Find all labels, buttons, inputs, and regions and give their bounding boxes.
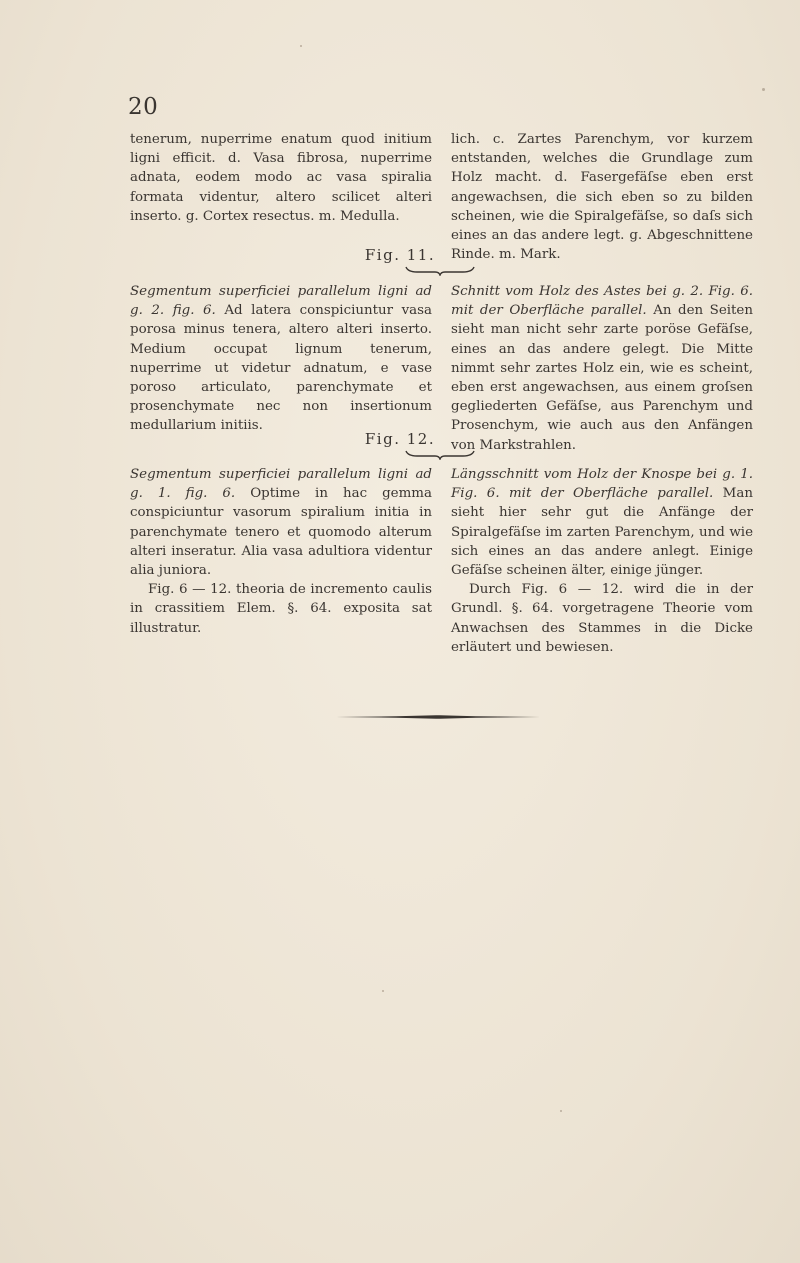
paper-speck bbox=[762, 88, 765, 91]
fig11-german-caption: Schnitt vom Holz des Astes bei g. 2. Fig. 6. mit der Oberfläche parallel. bbox=[451, 284, 753, 319]
fig11-latin-caption: Segmentum superficiei parallelum ligni ad g. 2. fig. 6. bbox=[130, 284, 432, 319]
page-number: 20 bbox=[128, 94, 159, 120]
fig11-label: Fig. bbox=[364, 246, 401, 264]
intro-latin-text: tenerum, nuperrime enatum quod initium ligni efficit. d. Vasa fibrosa, nuperrime adnata, eodem modo ac vasa spiralia formata videntur, altero scilicet alteri inserto. g. Cortex resectus. m. Medulla. bbox=[130, 132, 432, 224]
fig11-heading bbox=[350, 246, 450, 264]
fig12-latin-block bbox=[130, 465, 432, 638]
fig12-heading bbox=[350, 430, 450, 448]
fig12-label: Fig. bbox=[364, 430, 401, 448]
fig11-brace-ornament bbox=[405, 266, 475, 276]
fig12-brace-ornament bbox=[405, 450, 475, 460]
fig12-latin-closing: Fig. 6 — 12. theoria de incremento caulis in crassitiem Elem. §. 64. exposita sat illustratur. bbox=[130, 582, 432, 636]
fig12-german-closing: Durch Fig. 6 — 12. wird die in der Grundl. §. 64. vorgetragene Theorie vom Anwachsen des Stammes in die Dicke erläutert und bewiesen. bbox=[451, 582, 753, 655]
fig12-latin-text: Optime in hac gemma conspiciuntur vasorum spiralium initia in parenchymate tenero et quomodo alterum alteri inseratur. Alia vasa adultiora videntur alia juniora. bbox=[130, 486, 432, 579]
intro-latin-paragraph bbox=[130, 130, 432, 226]
fig12-german-text: Man sieht hier sehr gut die Anfänge der Spiralgefäſse im zarten Parenchym, und wie sich eines an das andere anlegt. Einige Gefäſse scheinen älter, einige jünger. bbox=[451, 486, 753, 579]
intro-german-text: lich. c. Zartes Parenchym, vor kurzem entstanden, welches die Grundlage zum Holz macht. d. Fasergefäſse eben erst angewachsen, die sich eben so zu bilden scheinen, wie die Spiralgefäſse, so daſs sich eines an das andere legt. g. Abgeschnittene Rinde. m. Mark. bbox=[451, 132, 753, 263]
paper-speck bbox=[560, 1110, 562, 1112]
intro-german-paragraph bbox=[451, 130, 753, 264]
fig11-number: 11. bbox=[406, 246, 436, 264]
paper-speck bbox=[382, 990, 384, 992]
fig11-german-text: An den Seiten sieht man nicht sehr zarte poröse Gefäſse, eines an das andere gelegt. Die Mitte nimmt sehr zartes Holz ein, wie es scheint, eben erst angewachsen, aus einem groſsen gegliederten Gefäſse, aus Parenchym und Prosenchym, wie auch aus den Anfängen von Markstrahlen. bbox=[451, 303, 753, 453]
fig11-latin-text: Ad latera conspiciuntur vasa porosa minus tenera, altero alteri inserto. Medium occupat lignum tenerum, nuperrime ut videtur adnatum, e vase poroso articulato, parenchymate et prosenchymate nec non insertionum medullarium initiis. bbox=[130, 303, 432, 434]
fig11-latin-block bbox=[130, 282, 432, 436]
fig12-german-caption: Längsschnitt vom Holz der Knospe bei g. 1. Fig. 6. mit der Oberfläche parallel. bbox=[451, 467, 753, 502]
fig12-number: 12. bbox=[406, 430, 436, 448]
end-rule bbox=[336, 714, 540, 720]
fig11-german-block bbox=[451, 282, 753, 455]
fig12-latin-caption: Segmentum superficiei parallelum ligni ad g. 1. fig. 6. bbox=[130, 467, 432, 502]
paper-speck bbox=[300, 45, 302, 47]
fig12-german-block bbox=[451, 465, 753, 657]
